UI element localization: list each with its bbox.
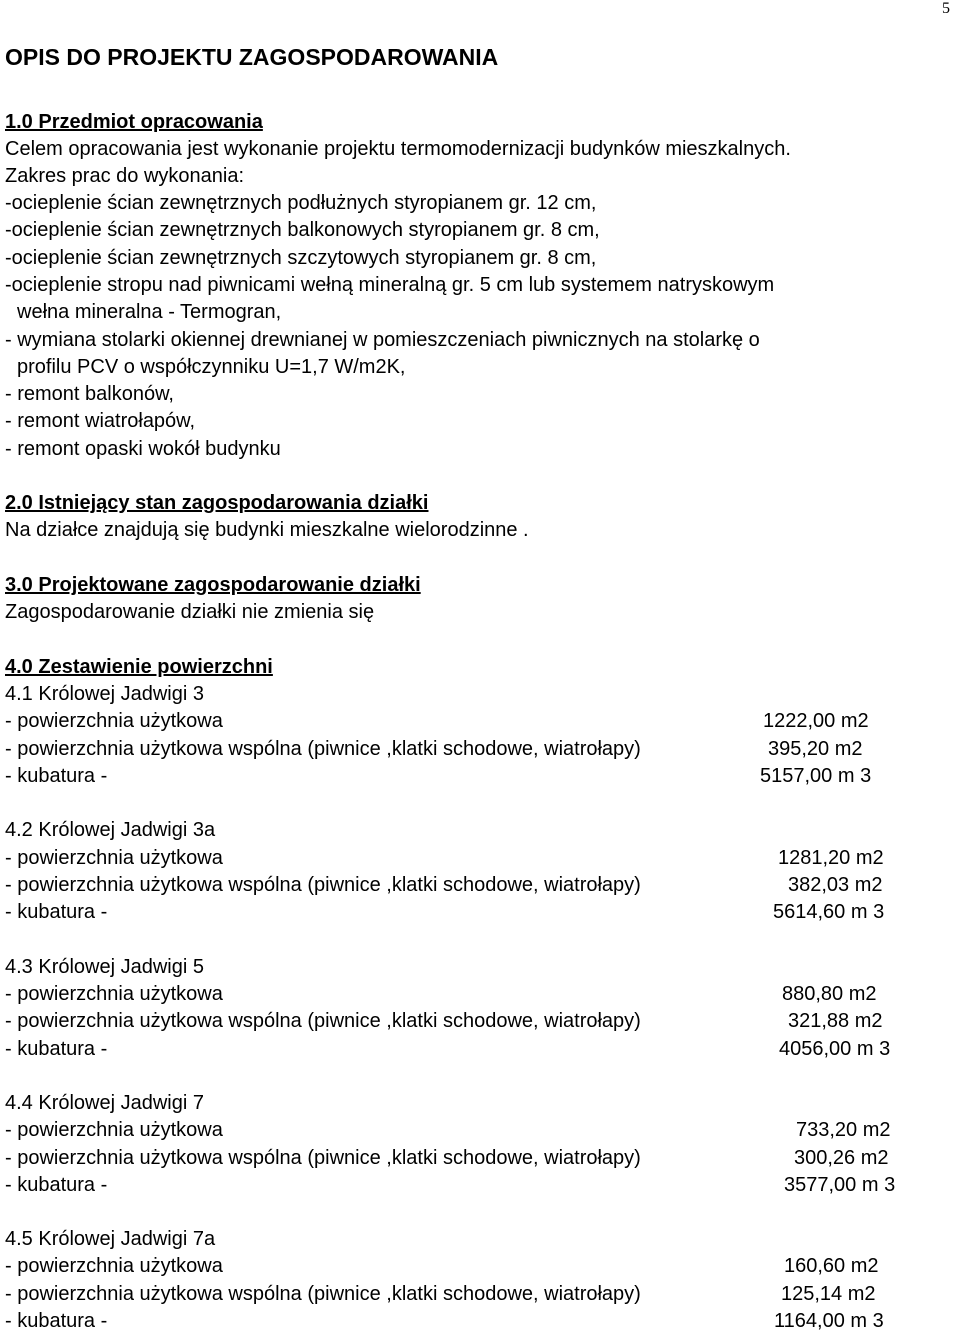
section-1-line: - remont balkonów,: [5, 383, 174, 405]
section-1-line: profilu PCV o współczynniku U=1,7 W/m2K,: [17, 356, 406, 378]
common-area-value: 382,03 m2: [788, 874, 883, 896]
volume-value: 5614,60 m 3: [773, 901, 885, 923]
section-1-line: Zakres prac do wykonania:: [5, 165, 245, 187]
usable-area-value: 1281,20 m2: [778, 847, 884, 869]
usable-area-label: - powierzchnia użytkowa: [5, 847, 223, 869]
section-3-text: Zagospodarowanie działki nie zmienia się: [5, 601, 375, 623]
common-area-value: 300,26 m2: [794, 1147, 889, 1169]
common-area-value: 395,20 m2: [768, 738, 863, 760]
building-name: 4.1 Królowej Jadwigi 3: [5, 683, 204, 705]
common-area-label: - powierzchnia użytkowa wspólna (piwnice ,klatki schodowe, wiatrołapy): [5, 738, 641, 760]
building-name: 4.3 Królowej Jadwigi 5: [5, 956, 204, 978]
section-1-line: -ocieplenie ścian zewnętrznych podłużnych styropianem gr. 12 cm,: [5, 192, 597, 214]
volume-value: 3577,00 m 3: [784, 1174, 896, 1196]
volume-label: - kubatura -: [5, 901, 108, 923]
usable-area-label: - powierzchnia użytkowa: [5, 1119, 223, 1141]
section-2-text: Na działce znajdują się budynki mieszkalne wielorodzinne .: [5, 519, 529, 541]
section-1-heading: 1.0 Przedmiot opracowania: [5, 111, 263, 133]
section-1-line: -ocieplenie ścian zewnętrznych balkonowych styropianem gr. 8 cm,: [5, 219, 600, 241]
section-1-line: wełna mineralna - Termogran,: [17, 301, 282, 323]
volume-label: - kubatura -: [5, 1310, 108, 1332]
section-1-line: - remont opaski wokół budynku: [5, 438, 281, 460]
section-1-line: -ocieplenie ścian zewnętrznych szczytowych styropianem gr. 8 cm,: [5, 247, 597, 269]
volume-label: - kubatura -: [5, 1038, 108, 1060]
common-area-value: 125,14 m2: [781, 1283, 876, 1305]
common-area-label: - powierzchnia użytkowa wspólna (piwnice ,klatki schodowe, wiatrołapy): [5, 1283, 641, 1305]
building-name: 4.5 Królowej Jadwigi 7a: [5, 1228, 216, 1250]
section-1-line: -ocieplenie stropu nad piwnicami wełną mineralną gr. 5 cm lub systemem natryskowym: [5, 274, 775, 296]
section-1-line: Celem opracowania jest wykonanie projektu termomodernizacji budynków mieszkalnych.: [5, 138, 791, 160]
usable-area-value: 733,20 m2: [796, 1119, 891, 1141]
document-title: OPIS DO PROJEKTU ZAGOSPODAROWANIA: [5, 44, 499, 70]
common-area-label: - powierzchnia użytkowa wspólna (piwnice ,klatki schodowe, wiatrołapy): [5, 874, 641, 896]
common-area-label: - powierzchnia użytkowa wspólna (piwnice ,klatki schodowe, wiatrołapy): [5, 1010, 641, 1032]
volume-value: 5157,00 m 3: [760, 765, 872, 787]
section-4-heading: 4.0 Zestawienie powierzchni: [5, 656, 273, 678]
volume-label: - kubatura -: [5, 1174, 108, 1196]
volume-label: - kubatura -: [5, 765, 108, 787]
page-number: 5: [942, 0, 950, 17]
usable-area-label: - powierzchnia użytkowa: [5, 1255, 223, 1277]
usable-area-label: - powierzchnia użytkowa: [5, 983, 223, 1005]
section-3-heading: 3.0 Projektowane zagospodarowanie działki: [5, 574, 421, 596]
section-1-line: - wymiana stolarki okiennej drewnianej w pomieszczeniach piwnicznych na stolarkę o: [5, 329, 760, 351]
common-area-label: - powierzchnia użytkowa wspólna (piwnice ,klatki schodowe, wiatrołapy): [5, 1147, 641, 1169]
volume-value: 1164,00 m 3: [774, 1310, 884, 1332]
section-2-heading: 2.0 Istniejący stan zagospodarowania działki: [5, 492, 429, 514]
usable-area-value: 880,80 m2: [782, 983, 877, 1005]
usable-area-value: 160,60 m2: [784, 1255, 879, 1277]
section-1-line: - remont wiatrołapów,: [5, 410, 196, 432]
usable-area-label: - powierzchnia użytkowa: [5, 710, 223, 732]
common-area-value: 321,88 m2: [788, 1010, 883, 1032]
building-name: 4.4 Królowej Jadwigi 7: [5, 1092, 204, 1114]
building-name: 4.2 Królowej Jadwigi 3a: [5, 819, 216, 841]
volume-value: 4056,00 m 3: [779, 1038, 891, 1060]
usable-area-value: 1222,00 m2: [763, 710, 869, 732]
